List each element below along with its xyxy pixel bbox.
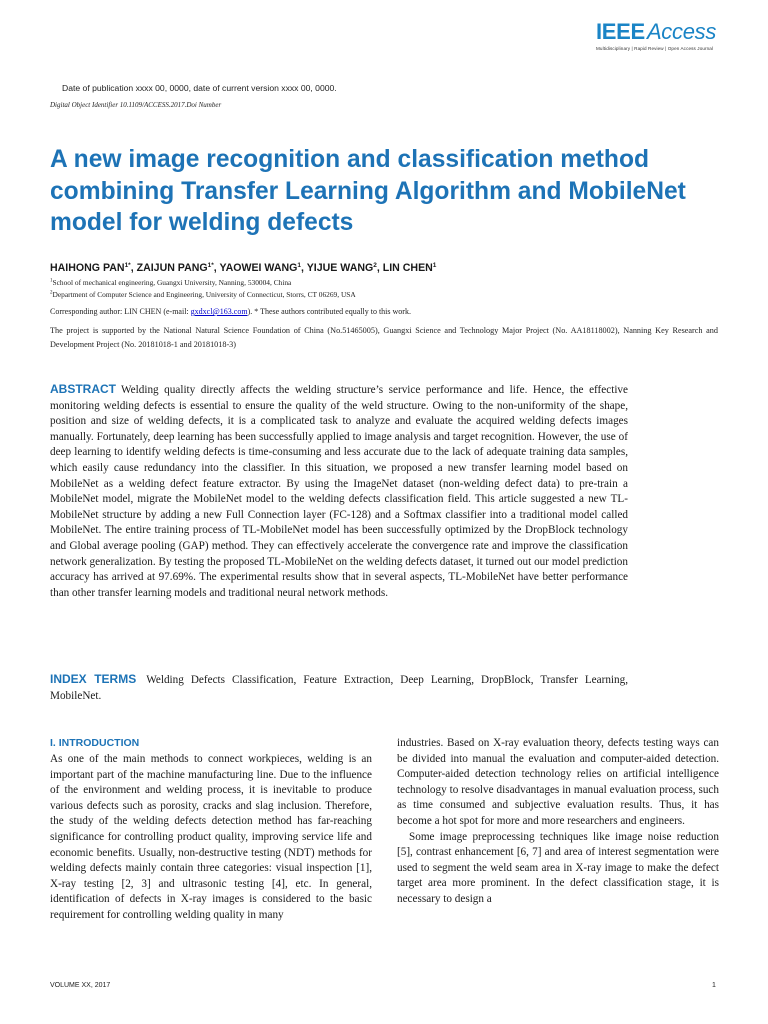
- abstract-text: Welding quality directly affects the welding structure’s service performance and life. Hence, the effective monitoring welding defects is essential to ensure the quality of the weld structure. Owing to the non-uniformity of the shape, position and size of welding defects, it is a complicated task to analyze and evaluate the acquired welding defects images manually. Fortunately, deep learning has been successfully applied to image analysis and target recognition. However, the use of deep learning to identify welding defects is time-consuming and less accurate due to the lack of adequate training data samples, which easily cause redundancy into the classifier. In this situation, we proposed a new transfer learning model based on MobileNet as a welding defect feature extractor. By using the ImageNet dataset (non-welding defect data) to pre-train a MobileNet model, migrate the MobileNet model to the welding defects classification field. This article suggested a new TL-MobileNet structure by adding a new Full Connection layer (FC-128) and a Softmax classifier into a traditional model called MobileNet. The entire training process of TL-MobileNet model has been successfully optimized by the DropBlock technology and Global average pooling (GAP) method. They can effectively accelerate the convergence rate and improve the classification network generalization. By testing the proposed TL-MobileNet on the welding defects dataset, it turned out our model prediction accuracy has arrived at 97.69%. The experimental results show that in several aspects, TL-MobileNet have better performance than other transfer learning models and traditional neural network methods.: [50, 384, 628, 599]
- author-name: ZAIJUN PANG: [136, 262, 208, 274]
- affiliation-1: [50, 278, 291, 287]
- author-affiliation-mark: 1: [432, 262, 437, 269]
- footer-volume: VOLUME XX, 2017: [50, 982, 111, 989]
- email-link[interactable]: gxdxcl@163.com: [190, 307, 248, 316]
- index-terms-section: [50, 672, 628, 704]
- section-heading-introduction: I. INTRODUCTION: [50, 737, 140, 749]
- logo-ieee-text: IEEE: [596, 19, 645, 44]
- intro-left-column: As one of the main methods to connect workpieces, welding is an important part of the machine manufacturing line. Due to the influence of the environment and welding process, it is inevitable to produce various defects such as porosity, cracks and slag inclusion. Therefore, the study of the welding defects detection method has far-reaching significance for controlling product quality, improving service life and economic benefits. Usually, non-destructive testing (NDT) methods for welding defects mainly contain three categories: visual inspection [1], X-ray testing [2, 3] and ultrasonic testing [4], etc. In general, identification of defects in X-ray images is considered to the basic requirement for controlling welding quality in many: [50, 753, 372, 921]
- corresponding-prefix: Corresponding author: LIN CHEN (e-mail:: [50, 307, 191, 316]
- affiliation-number: 1: [50, 278, 53, 284]
- author-affiliation-mark: 2: [373, 262, 377, 269]
- paper-title: A new image recognition and classification method combining Transfer Learning Algorithm and MobileNet model for welding defects: [50, 146, 686, 236]
- corresponding-author: [50, 307, 411, 316]
- index-terms-text: Welding Defects Classification, Feature Extraction, Deep Learning, DropBlock, Transfer Learning, MobileNet.: [50, 674, 628, 702]
- author-separator: ,: [213, 262, 220, 274]
- doi-line: Digital Object Identifier 10.1109/ACCESS.2017.Doi Number: [50, 101, 222, 109]
- intro-paragraph: industries. Based on X-ray evaluation theory, defects testing ways can be divided into manual the evaluation and computer-aided detection. Computer-aided detection technology relies on artificial intelligence technology to resolve disadvantages in manual evaluation process, such as time consumed and subjective evaluation results. Thus, it has become a hot spot for more and more researchers and engineers.: [397, 737, 719, 827]
- affiliation-text: Department of Computer Science and Engineering, University of Connecticut, Storrs, CT 06269, USA: [52, 290, 356, 299]
- corresponding-suffix: ). * These authors contributed equally to this work.: [247, 307, 411, 316]
- affiliation-number: 2: [50, 290, 53, 296]
- abstract-section: [50, 382, 628, 601]
- intro-paragraph: Some image preprocessing techniques like image noise reduction [5], contrast enhancement [6, 7] and area of interest segmentation were used to segment the weld seam area in X-ray image to make the defect target area more prominent. In the defect classification stage, it is necessary to design a: [397, 830, 719, 905]
- author-separator: ,: [301, 262, 307, 274]
- ieee-access-logo: [596, 20, 718, 54]
- author-separator: ,: [376, 262, 383, 274]
- publication-dates: Date of publication xxxx 00, 0000, date of current version xxxx 00, 0000.: [62, 83, 337, 93]
- footer-page-number: 1: [712, 982, 716, 989]
- funding-statement: The project is supported by the National Natural Science Foundation of China (No.51465005), Guangxi Science and Technology Major Project (No. AA18118002), Nanning Key Research and Development Project (No. 20181018-1 and 20181018-3): [50, 326, 718, 349]
- author-affiliation-mark: 1*: [124, 262, 131, 269]
- author-name: YAOWEI WANG: [219, 262, 298, 274]
- author-name: YIJUE WANG: [306, 262, 374, 274]
- author-name: HAIHONG PAN: [50, 262, 125, 274]
- abstract-heading: ABSTRACT: [50, 382, 116, 396]
- author-affiliation-mark: 1*: [207, 262, 214, 269]
- author-name: LIN CHEN: [382, 262, 433, 274]
- logo-access-text: Access: [646, 19, 717, 44]
- index-terms-heading: INDEX TERMS: [50, 672, 137, 686]
- affiliation-text: School of mechanical engineering, Guangxi University, Nanning, 530004, China: [52, 278, 292, 287]
- author-affiliation-mark: 1: [297, 262, 302, 269]
- logo-wordmark: [596, 20, 718, 44]
- author-separator: ,: [130, 262, 137, 274]
- logo-tagline: Multidisciplinary | Rapid Review | Open Access Journal: [596, 46, 714, 51]
- author-list: [50, 262, 436, 274]
- intro-right-column: [397, 736, 719, 908]
- affiliation-2: [50, 290, 356, 299]
